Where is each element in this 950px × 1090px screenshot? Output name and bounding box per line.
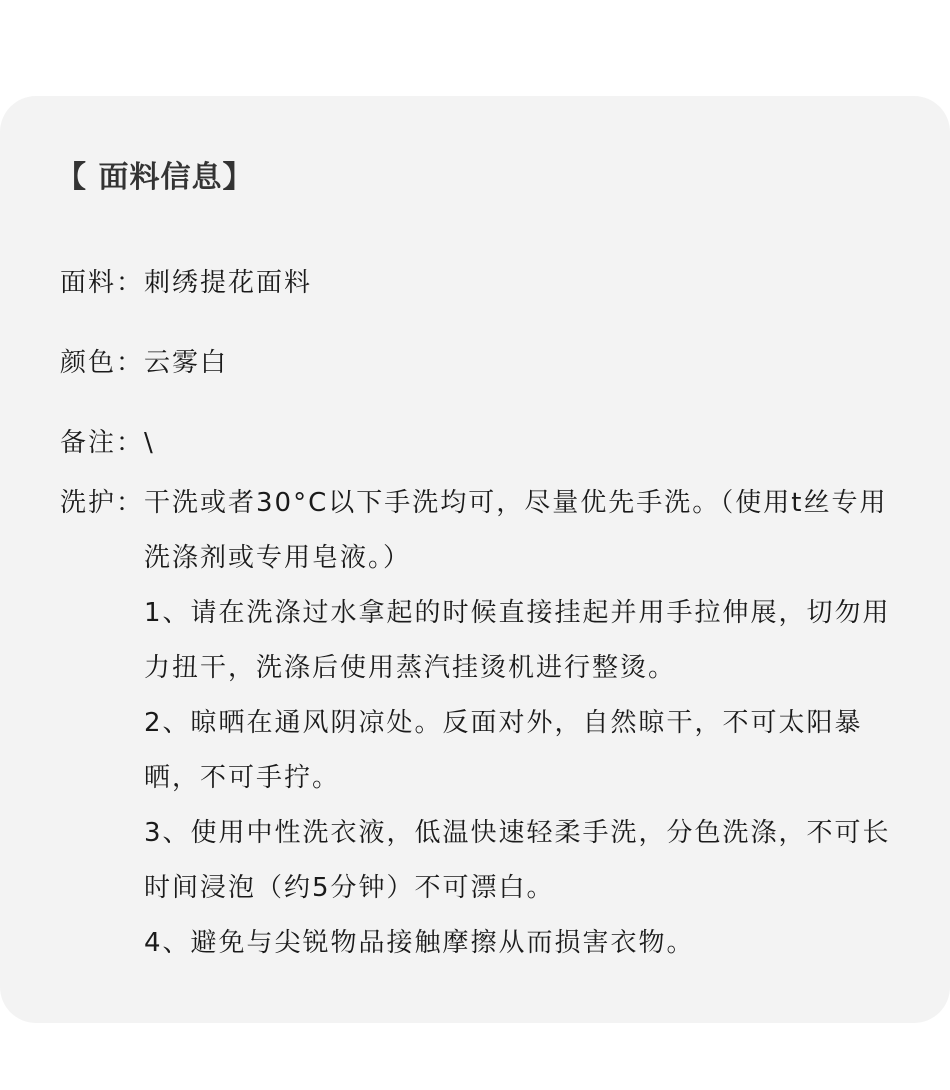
fabric-value: 刺绣提花面料 (144, 268, 313, 298)
section-title: 【 面料信息】 (56, 160, 254, 195)
color-value: 云雾白 (144, 348, 229, 378)
note-row (60, 422, 155, 459)
care-label: 洗护： (60, 488, 145, 518)
color-label: 颜色： (60, 348, 145, 378)
care-row (60, 476, 920, 971)
care-step: 1、请在洗涤过水拿起的时候直接挂起并用手拉伸展，切勿用力扭干，洗涤后使用蒸汽挂烫机进行整烫。 (144, 598, 891, 683)
color-row (60, 342, 228, 379)
care-step: 3、使用中性洗衣液，低温快速轻柔手洗，分色洗涤，不可长时间浸泡（约5分钟）不可漂白。 (144, 818, 891, 903)
note-value: \ (144, 428, 155, 458)
fabric-row (60, 262, 312, 299)
note-label: 备注： (60, 428, 145, 458)
fabric-label: 面料： (60, 268, 145, 298)
care-step: 4、避免与尖锐物品接触摩擦从而损害衣物。 (144, 928, 695, 958)
care-step: 2、晾晒在通风阴凉处。反面对外，自然晾干，不可太阳暴晒，不可手拧。 (144, 708, 863, 793)
care-intro: 干洗或者30°C以下手洗均可，尽量优先手洗。（使用t丝专用洗涤剂或专用皂液。） (144, 488, 888, 573)
care-body (144, 476, 900, 971)
care-steps-list (144, 586, 900, 971)
